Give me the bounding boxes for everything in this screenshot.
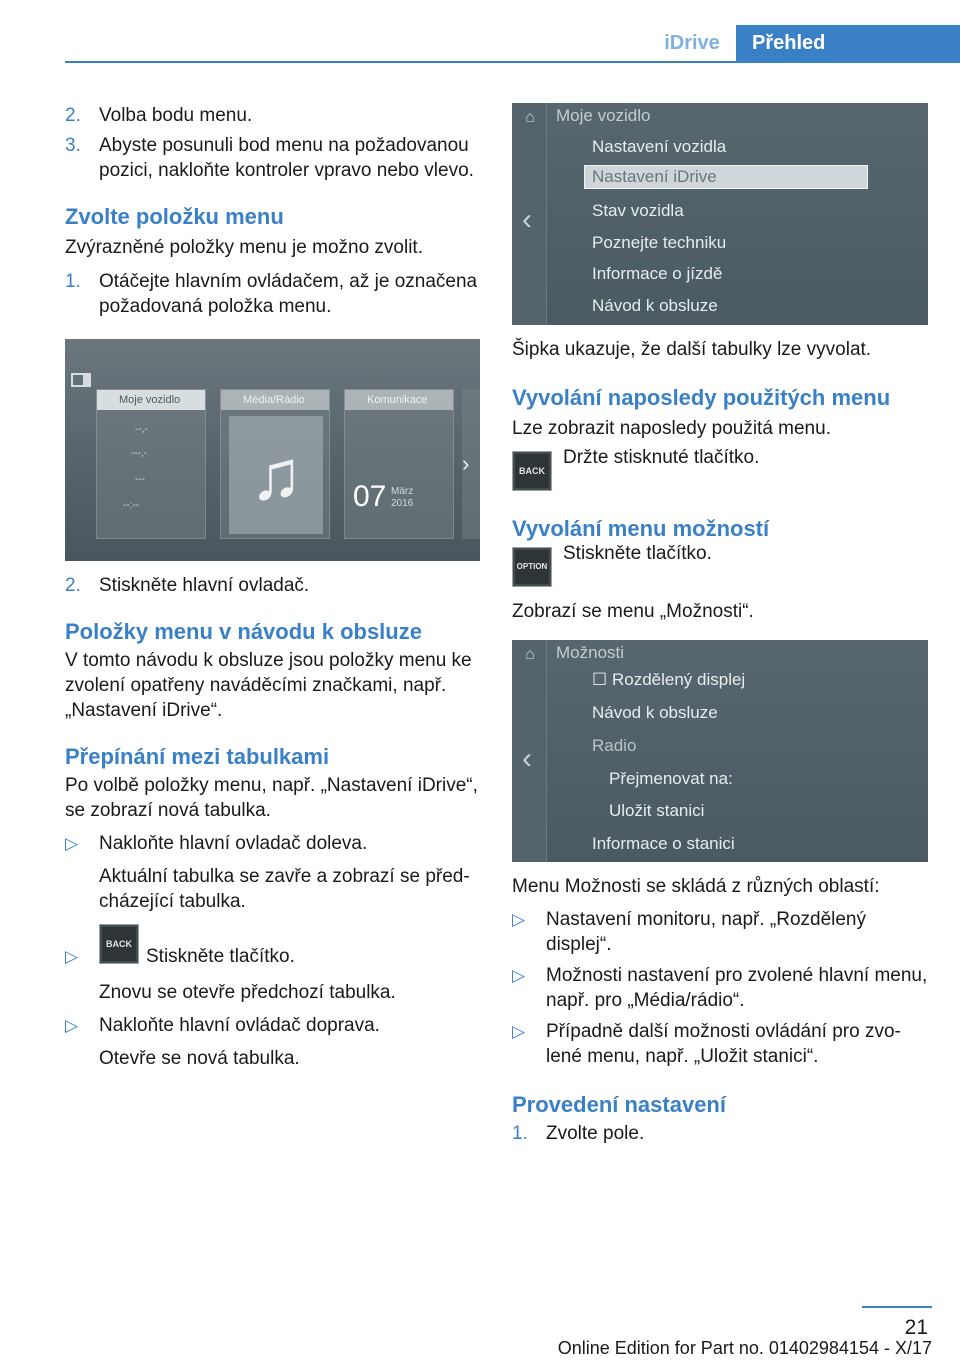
chevron-right-icon: › [462, 389, 480, 539]
bullet-text: Nastavení monitoru, např. „Rozdělený displej“. [546, 909, 866, 955]
list-item [65, 269, 485, 319]
list-item [512, 1121, 930, 1146]
menu-item: Informace o jízdě [592, 264, 723, 283]
card-title: Média/Rádio [221, 390, 329, 410]
bullet-item [65, 831, 485, 856]
step-text: Zvolte pole. [546, 1123, 645, 1144]
menu-item: Přejmenovat na: [609, 769, 733, 788]
step-number: 1. [512, 1123, 528, 1144]
section-tab-overview: Přehled [736, 25, 960, 61]
card-media-radio [220, 389, 330, 539]
edition-footer: Online Edition for Part no. 01402984154 - X/17 [557, 1338, 932, 1358]
step-number: 3. [65, 135, 81, 156]
menu-item: Uložit stanici [609, 801, 705, 820]
card-row: --,- [135, 424, 148, 435]
bullet-subtext: Otevře se nová tabulka. [99, 1048, 300, 1069]
bullet-text: Nakloňte hlavní ovládač doprava. [99, 1015, 380, 1036]
back-button-icon: BACK [512, 451, 552, 491]
bullet-item [512, 1019, 930, 1069]
menu-item: Stav vozidla [592, 201, 684, 220]
triangle-bullet-icon: ▷ [65, 1016, 79, 1035]
step-number: 2. [65, 105, 81, 126]
step-number: 1. [65, 271, 81, 292]
card-my-vehicle [96, 389, 206, 539]
menu-section-radio: Radio [592, 736, 637, 755]
card-communication [344, 389, 454, 539]
list-item [65, 573, 485, 598]
menu-item-selected [584, 165, 868, 189]
hold-button-row [512, 447, 930, 493]
paragraph: Po volbě položky menu, např. „Nastavení iDrive“, se zobrazí nová tabulka. [65, 775, 478, 821]
bullet-item [65, 930, 485, 970]
paragraph: V tomto návodu k obsluze jsou položky menu ke zvolení opatřeny naváděcími značkami, např. „Nastavení iDrive“. [65, 650, 472, 721]
step-text: Abyste posunuli bod menu na požadovanou pozici, nakloňte kontroler vpravo nebo vlevo. [99, 135, 474, 181]
chevron-left-icon: ‹ [522, 742, 532, 775]
step-text: Otáčejte hlavním ovládačem, až je označena požadovaná položka menu. [99, 271, 478, 317]
menu-title: Moje vozidlo [556, 106, 651, 125]
home-icon: ⌂ [525, 109, 535, 126]
bullet-text: Nakloňte hlavní ovladač doleva. [99, 833, 368, 854]
list-item [65, 103, 485, 128]
bullet-text: Případně další možnosti ovládání pro zvolené menu, např. „Uložit stanici“. [546, 1021, 901, 1067]
menu-item-label: Nastavení iDrive [592, 167, 717, 186]
option-button-icon: OPTION [512, 547, 552, 587]
instruction-text: Držte stisknuté tlačítko. [563, 447, 760, 468]
card-row: ---,- [131, 448, 148, 459]
card-title: Komunikace [345, 390, 453, 410]
page-number: 21 [904, 1316, 928, 1339]
bullet-item [512, 963, 930, 1013]
paragraph: Šipka ukazuje, že další tabulky lze vyvolat. [512, 339, 872, 360]
idrive-dashboard-screenshot [65, 339, 480, 561]
heading-manual-items: Položky menu v návodu k obsluze [65, 619, 422, 644]
triangle-bullet-icon: ▷ [65, 947, 79, 966]
date-month: März [391, 486, 414, 497]
section-tab-idrive: iDrive [664, 32, 720, 54]
heading-select-item: Zvolte položku menu [65, 204, 284, 229]
step-text: Volba bodu menu. [99, 105, 253, 126]
bullet-item [512, 907, 930, 957]
menu-item: Informace o stanici [592, 834, 735, 853]
music-note-icon: ♫ [229, 416, 323, 534]
paragraph: Lze zobrazit naposledy použitá menu. [512, 418, 831, 439]
chevron-left-icon: ‹ [522, 203, 532, 236]
left-column [65, 103, 485, 1071]
menu-item: Návod k obsluze [592, 703, 718, 722]
bullet-subtext: Znovu se otevře předchozí tabulka. [99, 982, 396, 1003]
triangle-bullet-icon: ▷ [512, 966, 526, 985]
screen-sidebar [512, 103, 547, 325]
instruction-text: Stiskněte tlačítko. [563, 543, 712, 564]
menu-item: Návod k obsluze [592, 296, 718, 315]
triangle-bullet-icon: ▷ [512, 1022, 526, 1041]
bullet-subtext: Aktuální tabulka se zavře a zobrazí se předcházející tabulka. [99, 866, 470, 912]
home-icon: ⌂ [525, 646, 535, 663]
step-number: 2. [65, 575, 81, 596]
heading-switch-tables: Přepínání mezi tabulkami [65, 744, 330, 769]
card-title: Moje vozidlo [97, 390, 205, 410]
step-text: Stiskněte hlavní ovladač. [99, 575, 310, 596]
paragraph: Menu Možnosti se skládá z různých oblastí: [512, 876, 880, 897]
triangle-bullet-icon: ▷ [65, 834, 79, 853]
right-column [512, 103, 930, 1146]
paragraph: Zobrazí se menu „Možnosti“. [512, 601, 754, 622]
menu-title: Možnosti [556, 643, 625, 662]
card-row: --- [135, 474, 145, 485]
menu-item-split-display: ☐ Rozdělený displej [592, 670, 746, 689]
bullet-text: Možnosti nastavení pro zvolené hlavní menu, např. pro „Média/rádio“. [546, 965, 928, 1011]
heading-options-menu: Vyvolání menu možností [512, 516, 770, 541]
bullet-text: Stiskněte tlačítko. [146, 946, 295, 967]
card-row: --:-- [123, 500, 140, 511]
menu-screenshot-my-vehicle [512, 103, 928, 325]
footer-rule [862, 1306, 932, 1308]
screen-sidebar [512, 640, 547, 862]
header-rule [65, 61, 960, 63]
heading-settings: Provedení nastavení [512, 1092, 726, 1117]
list-item [65, 133, 485, 183]
menu-item: Poznejte techniku [592, 233, 727, 252]
paragraph: Zvýrazněné položky menu je možno zvolit. [65, 237, 423, 258]
menu-screenshot-options [512, 640, 928, 862]
heading-recent-menus: Vyvolání naposledy použitých menu [512, 385, 891, 410]
option-button-row [512, 543, 930, 589]
menu-item: Nastavení vozidla [592, 137, 727, 156]
bullet-item [65, 1013, 485, 1038]
date-day: 07 [353, 480, 387, 513]
triangle-bullet-icon: ▷ [512, 910, 526, 929]
split-screen-icon [71, 373, 91, 387]
back-button-icon: BACK [99, 924, 139, 964]
date-year: 2016 [391, 498, 414, 509]
